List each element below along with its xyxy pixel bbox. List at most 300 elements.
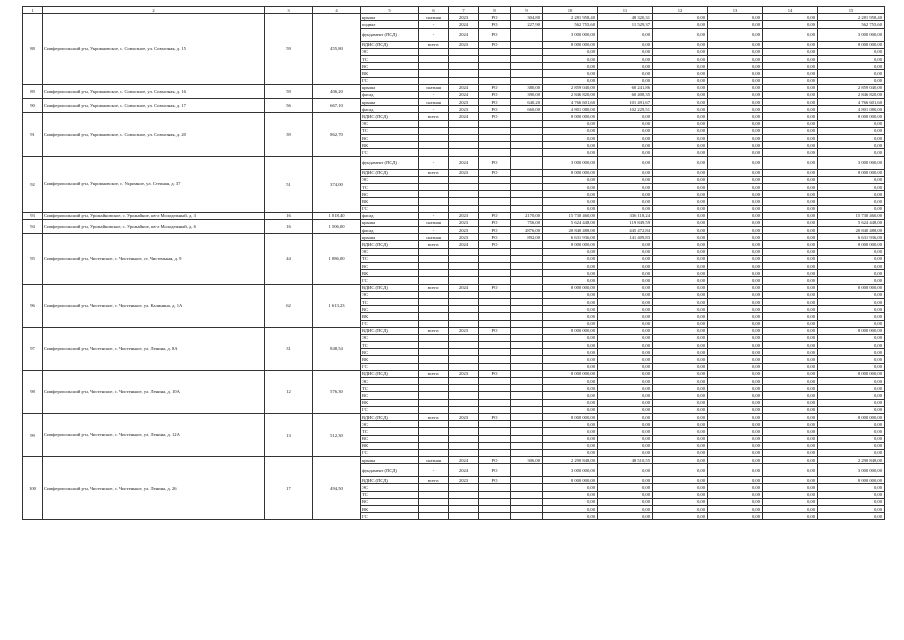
work-volume [511, 506, 543, 513]
column-header: 8 [479, 7, 511, 14]
cost-per-unit: 0,00 [598, 120, 653, 127]
cost-col-14: 0,00 [763, 135, 818, 142]
work-type: ВС [361, 392, 419, 399]
funding-source: РО [479, 464, 511, 477]
work-subtype [419, 205, 449, 212]
work-type: ВДИС (ПСД) [361, 241, 419, 248]
cost-col-14: 0,00 [763, 156, 818, 169]
building-address: Симферопольский р-н, Укромновское, с. Совхозное, ул. Совхозная, д. 15 [43, 14, 265, 85]
work-volume [511, 77, 543, 84]
cost-col-12: 0,00 [653, 248, 708, 255]
funding-source: РО [479, 241, 511, 248]
cost-col-14: 0,00 [763, 457, 818, 464]
funding-source [479, 513, 511, 520]
cost-per-unit: 102 229,51 [598, 106, 653, 113]
work-volume [511, 442, 543, 449]
work-subtype [419, 277, 449, 284]
work-subtype [419, 506, 449, 513]
cost-col-13: 0,00 [708, 219, 763, 226]
cost-col-12: 0,00 [653, 263, 708, 270]
cost-total: 0,00 [818, 428, 885, 435]
cost-col-14: 0,00 [763, 385, 818, 392]
cost-col-14: 0,00 [763, 449, 818, 456]
work-type: ВК [361, 142, 419, 149]
cost-col-14: 0,00 [763, 498, 818, 505]
funding-source [479, 484, 511, 491]
work-volume [511, 255, 543, 262]
cost-total: 0,00 [818, 263, 885, 270]
work-year [449, 363, 479, 370]
work-volume [511, 356, 543, 363]
cost-per-unit: 0,00 [598, 313, 653, 320]
cost-col-12: 0,00 [653, 313, 708, 320]
work-volume [511, 63, 543, 70]
row-number: 89 [23, 84, 43, 98]
cost-col-12: 0,00 [653, 63, 708, 70]
work-cost: 0,00 [543, 392, 598, 399]
cost-total: 0,00 [818, 277, 885, 284]
cost-col-12: 0,00 [653, 84, 708, 91]
work-year [449, 120, 479, 127]
work-type: ГС [361, 149, 419, 156]
cost-col-12: 0,00 [653, 378, 708, 385]
work-year [449, 277, 479, 284]
work-cost: 0,00 [543, 498, 598, 505]
work-type: ВС [361, 498, 419, 505]
cost-col-14: 0,00 [763, 212, 818, 219]
cost-col-14: 0,00 [763, 219, 818, 226]
cost-per-unit: 0,00 [598, 149, 653, 156]
work-year [449, 442, 479, 449]
work-cost: 0,00 [543, 349, 598, 356]
work-volume [511, 28, 543, 41]
cost-per-unit: 0,00 [598, 28, 653, 41]
cost-col-13: 0,00 [708, 291, 763, 298]
cost-total: 0,00 [818, 449, 885, 456]
work-year [449, 183, 479, 190]
cost-col-14: 0,00 [763, 356, 818, 363]
cost-col-13: 0,00 [708, 334, 763, 341]
building-col-3: 31 [265, 327, 313, 370]
work-volume [511, 149, 543, 156]
funding-source [479, 363, 511, 370]
cost-col-13: 0,00 [708, 41, 763, 48]
work-volume [511, 449, 543, 456]
work-subtype: скатная [419, 84, 449, 91]
cost-per-unit: 0,00 [598, 363, 653, 370]
cost-per-unit: 11 529,37 [598, 21, 653, 28]
work-type: ГС [361, 77, 419, 84]
cost-col-13: 0,00 [708, 183, 763, 190]
cost-total: 8 000 000,00 [818, 41, 885, 48]
work-subtype [419, 55, 449, 62]
work-year [449, 392, 479, 399]
work-cost: 0,00 [543, 356, 598, 363]
cost-col-13: 0,00 [708, 135, 763, 142]
building-area: 576,30 [313, 370, 361, 413]
cost-col-13: 0,00 [708, 399, 763, 406]
building-col-3: 44 [265, 234, 313, 284]
cost-per-unit: 0,00 [598, 113, 653, 120]
cost-col-12: 0,00 [653, 306, 708, 313]
cost-per-unit: 0,00 [598, 241, 653, 248]
funding-source: РО [479, 99, 511, 106]
cost-col-14: 0,00 [763, 464, 818, 477]
cost-col-14: 0,00 [763, 91, 818, 98]
work-year [449, 491, 479, 498]
cost-col-12: 0,00 [653, 406, 708, 413]
work-cost: 0,00 [543, 399, 598, 406]
building-col-3: 13 [265, 413, 313, 456]
funding-source [479, 378, 511, 385]
cost-col-13: 0,00 [708, 28, 763, 41]
funding-source [479, 392, 511, 399]
column-header: 14 [763, 7, 818, 14]
work-cost: 0,00 [543, 70, 598, 77]
work-year [449, 176, 479, 183]
work-type: ГС [361, 320, 419, 327]
work-type: фасад [361, 91, 419, 98]
cost-col-13: 0,00 [708, 327, 763, 334]
work-volume: 227,90 [511, 21, 543, 28]
funding-source [479, 435, 511, 442]
cost-col-13: 0,00 [708, 270, 763, 277]
work-subtype: - [419, 106, 449, 113]
work-subtype: всего: [419, 413, 449, 420]
cost-col-13: 0,00 [708, 234, 763, 241]
work-type: ТС [361, 55, 419, 62]
building-area: 494,50 [313, 457, 361, 520]
cost-total: 15 730 460,00 [818, 212, 885, 219]
cost-col-14: 0,00 [763, 169, 818, 176]
work-volume [511, 48, 543, 55]
work-volume: 892,00 [511, 234, 543, 241]
cost-col-14: 0,00 [763, 291, 818, 298]
work-subtype [419, 449, 449, 456]
funding-source [479, 342, 511, 349]
work-cost: 0,00 [543, 334, 598, 341]
work-subtype [419, 176, 449, 183]
cost-total: 3 000 000,00 [818, 464, 885, 477]
column-header: 13 [708, 7, 763, 14]
work-subtype [419, 484, 449, 491]
work-volume [511, 270, 543, 277]
work-year [449, 449, 479, 456]
work-subtype [419, 378, 449, 385]
cost-col-13: 0,00 [708, 149, 763, 156]
work-subtype [419, 442, 449, 449]
work-subtype: всего: [419, 327, 449, 334]
cost-col-14: 0,00 [763, 14, 818, 21]
cost-total: 8 000 000,00 [818, 327, 885, 334]
cost-total: 0,00 [818, 334, 885, 341]
cost-col-12: 0,00 [653, 99, 708, 106]
cost-col-14: 0,00 [763, 142, 818, 149]
cost-col-14: 0,00 [763, 349, 818, 356]
work-cost: 6 631 936,00 [543, 234, 598, 241]
cost-per-unit: 0,00 [598, 399, 653, 406]
cost-col-12: 0,00 [653, 349, 708, 356]
cost-col-12: 0,00 [653, 320, 708, 327]
work-type: ТС [361, 127, 419, 134]
funding-source: РО [479, 370, 511, 377]
cost-col-12: 0,00 [653, 70, 708, 77]
cost-per-unit: 0,00 [598, 442, 653, 449]
cost-col-14: 0,00 [763, 484, 818, 491]
table-row [23, 413, 885, 420]
building-col-3: 17 [265, 457, 313, 520]
cost-per-unit: 0,00 [598, 135, 653, 142]
work-volume [511, 513, 543, 520]
cost-col-12: 0,00 [653, 198, 708, 205]
cost-col-12: 0,00 [653, 421, 708, 428]
work-type: крыша [361, 84, 419, 91]
building-address: Симферопольский р-н, Урожайновское, с. Урожайное, кв-л Молодежный, д. 3 [43, 212, 265, 219]
cost-col-13: 0,00 [708, 77, 763, 84]
column-header: 1 [23, 7, 43, 14]
cost-col-14: 0,00 [763, 370, 818, 377]
cost-per-unit: 0,00 [598, 248, 653, 255]
work-volume: 2876,00 [511, 227, 543, 234]
cost-col-14: 0,00 [763, 55, 818, 62]
cost-col-12: 0,00 [653, 370, 708, 377]
work-volume [511, 70, 543, 77]
funding-source [479, 255, 511, 262]
cost-per-unit: 0,00 [598, 349, 653, 356]
cost-total: 0,00 [818, 506, 885, 513]
cost-col-12: 0,00 [653, 498, 708, 505]
cost-total: 0,00 [818, 205, 885, 212]
cost-total: 2 290 848,00 [818, 457, 885, 464]
work-year [449, 428, 479, 435]
work-subtype: - [419, 156, 449, 169]
table-row [23, 212, 885, 219]
funding-source: РО [479, 284, 511, 291]
work-volume [511, 313, 543, 320]
work-type: ВК [361, 506, 419, 513]
cost-col-13: 0,00 [708, 349, 763, 356]
funding-source: РО [479, 91, 511, 98]
cost-col-14: 0,00 [763, 99, 818, 106]
cost-col-14: 0,00 [763, 284, 818, 291]
cost-col-13: 0,00 [708, 48, 763, 55]
work-volume [511, 284, 543, 291]
cost-total: 0,00 [818, 77, 885, 84]
work-type: ГС [361, 513, 419, 520]
cost-col-14: 0,00 [763, 399, 818, 406]
funding-source: РО [479, 14, 511, 21]
table-row [23, 234, 885, 241]
cost-per-unit: 0,00 [598, 491, 653, 498]
work-subtype [419, 63, 449, 70]
row-number: 98 [23, 370, 43, 413]
work-type: ЭС [361, 334, 419, 341]
work-year [449, 334, 479, 341]
cost-col-14: 0,00 [763, 241, 818, 248]
work-subtype [419, 406, 449, 413]
cost-total: 0,00 [818, 183, 885, 190]
cost-col-13: 0,00 [708, 120, 763, 127]
cost-col-13: 0,00 [708, 506, 763, 513]
cost-col-14: 0,00 [763, 363, 818, 370]
work-year [449, 498, 479, 505]
work-type: ТС [361, 428, 419, 435]
cost-per-unit: 0,00 [598, 435, 653, 442]
work-cost: 0,00 [543, 385, 598, 392]
work-type: фундамент (ПСД) [361, 28, 419, 41]
funding-source [479, 385, 511, 392]
column-number-row [23, 7, 885, 14]
work-year [449, 263, 479, 270]
work-year: 2024 [449, 284, 479, 291]
cost-per-unit: 0,00 [598, 277, 653, 284]
work-cost: 0,00 [543, 120, 598, 127]
column-header: 12 [653, 7, 708, 14]
cost-total: 0,00 [818, 291, 885, 298]
work-cost: 8 000 000,00 [543, 327, 598, 334]
work-type: ВК [361, 198, 419, 205]
work-subtype [419, 183, 449, 190]
work-cost: 2 859 040,00 [543, 84, 598, 91]
work-type: ЭС [361, 176, 419, 183]
funding-source [479, 127, 511, 134]
cost-col-13: 0,00 [708, 198, 763, 205]
work-year [449, 248, 479, 255]
work-subtype [419, 298, 449, 305]
cost-col-12: 0,00 [653, 477, 708, 484]
work-type: ЭС [361, 120, 419, 127]
work-volume [511, 55, 543, 62]
work-subtype: всего: [419, 41, 449, 48]
work-type: ЭС [361, 291, 419, 298]
work-year: 2023 [449, 234, 479, 241]
cost-per-unit: 0,00 [598, 342, 653, 349]
funding-source [479, 320, 511, 327]
work-volume [511, 248, 543, 255]
work-volume [511, 421, 543, 428]
work-cost: 2 290 848,00 [543, 457, 598, 464]
cost-per-unit: 0,00 [598, 484, 653, 491]
cost-col-12: 0,00 [653, 392, 708, 399]
cost-col-14: 0,00 [763, 205, 818, 212]
cost-total: 8 000 000,00 [818, 477, 885, 484]
cost-total: 0,00 [818, 55, 885, 62]
work-type: ВДИС (ПСД) [361, 370, 419, 377]
cost-col-14: 0,00 [763, 327, 818, 334]
work-year [449, 298, 479, 305]
cost-col-14: 0,00 [763, 113, 818, 120]
work-volume [511, 169, 543, 176]
work-cost: 4 766 601,60 [543, 99, 598, 106]
cost-col-13: 0,00 [708, 428, 763, 435]
cost-col-14: 0,00 [763, 421, 818, 428]
work-volume [511, 263, 543, 270]
cost-col-12: 0,00 [653, 342, 708, 349]
cost-total: 3 000 000,00 [818, 156, 885, 169]
work-subtype [419, 498, 449, 505]
work-subtype [419, 306, 449, 313]
work-cost: 8 000 000,00 [543, 41, 598, 48]
work-type: ВС [361, 191, 419, 198]
cost-col-12: 0,00 [653, 205, 708, 212]
cost-col-14: 0,00 [763, 313, 818, 320]
work-volume [511, 399, 543, 406]
work-subtype [419, 198, 449, 205]
cost-col-13: 0,00 [708, 464, 763, 477]
cost-total: 0,00 [818, 435, 885, 442]
table-row [23, 370, 885, 377]
work-volume: 640,20 [511, 99, 543, 106]
work-subtype [419, 435, 449, 442]
work-volume [511, 484, 543, 491]
work-year [449, 255, 479, 262]
cost-col-14: 0,00 [763, 198, 818, 205]
funding-source: РО [479, 84, 511, 91]
work-year: 2024 [449, 113, 479, 120]
building-col-3: 56 [265, 99, 313, 113]
cost-col-14: 0,00 [763, 21, 818, 28]
building-area: 512,30 [313, 413, 361, 456]
cost-total: 8 000 000,00 [818, 113, 885, 120]
work-cost: 0,00 [543, 320, 598, 327]
cost-col-13: 0,00 [708, 21, 763, 28]
work-year [449, 349, 479, 356]
cost-col-12: 0,00 [653, 327, 708, 334]
work-type: крыша [361, 219, 419, 226]
cost-per-unit: 0,00 [598, 183, 653, 190]
work-type: крыша [361, 234, 419, 241]
funding-source [479, 291, 511, 298]
cost-col-13: 0,00 [708, 227, 763, 234]
work-cost: 0,00 [543, 421, 598, 428]
cost-per-unit: 0,00 [598, 77, 653, 84]
work-cost: 0,00 [543, 313, 598, 320]
cost-col-14: 0,00 [763, 255, 818, 262]
work-volume: 756,00 [511, 219, 543, 226]
column-header: 11 [598, 7, 653, 14]
cost-col-13: 0,00 [708, 313, 763, 320]
work-subtype: всего: [419, 477, 449, 484]
cost-per-unit: 101 491,67 [598, 99, 653, 106]
cost-per-unit: 0,00 [598, 449, 653, 456]
building-area: 848,54 [313, 327, 361, 370]
cost-col-12: 0,00 [653, 41, 708, 48]
work-year: 2023 [449, 477, 479, 484]
work-year [449, 135, 479, 142]
cost-col-12: 0,00 [653, 399, 708, 406]
funding-source [479, 55, 511, 62]
work-year: 2024 [449, 464, 479, 477]
work-subtype: - [419, 212, 449, 219]
work-year [449, 399, 479, 406]
work-year: 2024 [449, 91, 479, 98]
table-row [23, 113, 885, 120]
work-cost: 0,00 [543, 306, 598, 313]
work-year [449, 506, 479, 513]
cost-total: 0,00 [818, 378, 885, 385]
cost-total: 0,00 [818, 198, 885, 205]
row-number: 97 [23, 327, 43, 370]
row-number: 91 [23, 113, 43, 156]
work-subtype: - [419, 227, 449, 234]
cost-per-unit: 0,00 [598, 63, 653, 70]
cost-per-unit: 0,00 [598, 298, 653, 305]
building-address: Симферопольский р-н, Укромновское, с. Совхозное, ул. Совхозная, д. 20 [43, 113, 265, 156]
cost-col-12: 0,00 [653, 227, 708, 234]
funding-source [479, 176, 511, 183]
work-type: фундамент (ПСД) [361, 464, 419, 477]
row-number: 96 [23, 284, 43, 327]
